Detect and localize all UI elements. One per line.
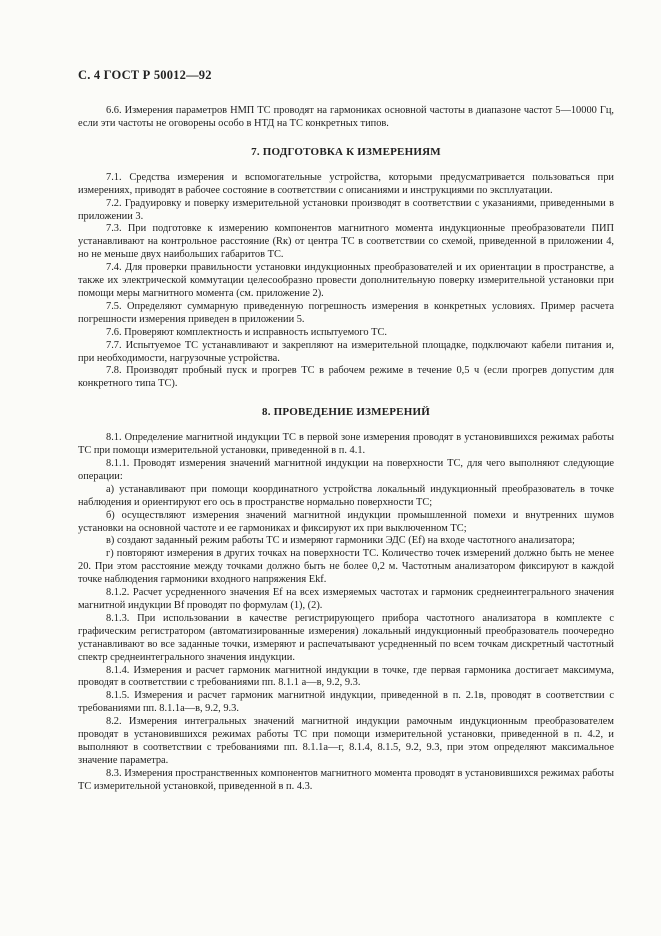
page-header: С. 4 ГОСТ Р 50012—92 xyxy=(78,68,212,82)
paragraph-7-1: 7.1. Средства измерения и вспомогательные устройства, которыми предусматривается пользоваться при измерениях, приводят в рабочее состояние в соответствии с описаниями и инструкциями по эксплуатации. xyxy=(78,171,614,196)
paragraph-6-6: 6.6. Измерения параметров НМП ТС проводят на гармониках основной частоты в диапазоне частот 5—10000 Гц, если эти частоты не оговорены особо в НТД на ТС конкретных типов. xyxy=(78,105,614,129)
paragraph-8-2: 8.2. Измерения интегральных значений магнитной индукции рамочным индукционным преобразователем проводят в установившихся режимах работы ТС при помощи измерительной установки, приведенной в п. 4.2, и выполняют в соответствии с требованиями пп. 8.1.1а—г, 8.1.4, 8.1.5, 9.2, 9.3, при этом определяют максимальное значение параметра. xyxy=(78,716,614,766)
paragraph-8-1-4: 8.1.4. Измерения и расчет гармоник магнитной индукции в точке, где первая гармоника достигает максимума, проводят в соответствии с требованиями пп. 8.1.1 а—в, 9.2, 9.3. xyxy=(78,664,614,689)
paragraph-7-6: 7.6. Проверяют комплектность и исправность испытуемого ТС. xyxy=(106,326,388,338)
paragraph-8-1-5: 8.1.5. Измерения и расчет гармоник магнитной индукции, приведенной в п. 2.1в, проводят в соответствии с требованиями пп. 8.1.1а—в, 9.2, 9.3. xyxy=(78,690,614,715)
paragraph-8-3: 8.3. Измерения пространственных компонентов магнитного момента проводят в установившихся режимах работы ТС измерительной установкой, приведенной в п. 4.3. xyxy=(78,767,614,792)
paragraph-8-1-1-g: г) повторяют измерения в других точках на поверхности ТС. Количество точек измерений должно быть не менее 20. При этом расстояние между точками должно быть не более 0,2 м. Частотным анализатором фиксируют в каждой точке наблюдения гармоники входного напряжения Ekf. xyxy=(78,548,614,586)
paragraph-7-3: 7.3. При подготовке к измерению компонентов магнитного момента индукционные преобразователи ПИП устанавливают на контрольное расстояние (Rк) от центра ТС в соответствии со схемой, приведенной в приложении 4, но не меньше двух наибольших габаритов ТС. xyxy=(78,223,614,261)
paragraph-8-1-1-b: б) осуществляют измерения значений магнитной индукции промышленной помехи и внутренних шумов установки на основной частоте и ее гармониках и фиксируют их при выключенном ТС; xyxy=(78,509,614,534)
paragraph-7-2: 7.2. Градуировку и поверку измерительной установки производят в соответствии с указаниями, приведенными в приложении 3. xyxy=(78,197,614,222)
paragraph-8-1-1-a: а) устанавливают при помощи координатного устройства локальный индукционный преобразователь в точке наблюдения и ориентируют его ось в пространстве нормально поверхности ТС; xyxy=(78,483,614,508)
paragraph-8-1-2: 8.1.2. Расчет усредненного значения Ef на всех измеряемых частотах и гармоник среднеинтегрального значения магнитной индукции Bf проводят по формулам (1), (2). xyxy=(78,587,614,611)
paragraph-8-1-3: 8.1.3. При использовании в качестве регистрирующего прибора частотного анализатора в комплекте с графическим регистратором (автоматизированные измерения) локальный индукционный преобразователь поочередно устанавливают во все заданные точки, измеряют и распечатывают усредненный по всем точкам дискретный частотный спектр среднеинтегрального значения индукции. xyxy=(78,612,614,663)
paragraph-8-1-1: 8.1.1. Проводят измерения значений магнитной индукции на поверхности ТС, для чего выполняют следующие операции: xyxy=(78,458,614,482)
paragraph-8-1: 8.1. Определение магнитной индукции ТС в первой зоне измерения проводят в установившихся режимах работы ТС при помощи измерительной установки, приведенной в п. 4.1. xyxy=(78,432,614,457)
paragraph-7-5: 7.5. Определяют суммарную приведенную погрешность измерения в конкретных условиях. Пример расчета погрешности измерения приведен в приложении 5. xyxy=(78,300,614,325)
paragraph-7-4: 7.4. Для проверки правильности установки индукционных преобразователей и их ориентации в пространстве, а также их электрической коммутации целесообразно провести дополнительную поверку измерительной установки при помощи меры магнитного момента (см. приложение 2). xyxy=(78,262,614,299)
section-8-title: 8. ПРОВЕДЕНИЕ ИЗМЕРЕНИЙ xyxy=(262,406,430,419)
paragraph-7-8: 7.8. Производят пробный пуск и прогрев ТС в рабочем режиме в течение 0,5 ч (если прогрев допустим для конкретного типа ТС). xyxy=(78,365,614,390)
paragraph-8-1-1-v: в) создают заданный режим работы ТС и измеряют гармоники ЭДС (Ef) на входе частотного анализатора; xyxy=(106,535,575,547)
paragraph-7-7: 7.7. Испытуемое ТС устанавливают и закрепляют на измерительной площадке, подключают кабели питания и, при необходимости, нагрузочные устройства. xyxy=(78,339,614,364)
section-7-title: 7. ПОДГОТОВКА К ИЗМЕРЕНИЯМ xyxy=(251,145,441,158)
